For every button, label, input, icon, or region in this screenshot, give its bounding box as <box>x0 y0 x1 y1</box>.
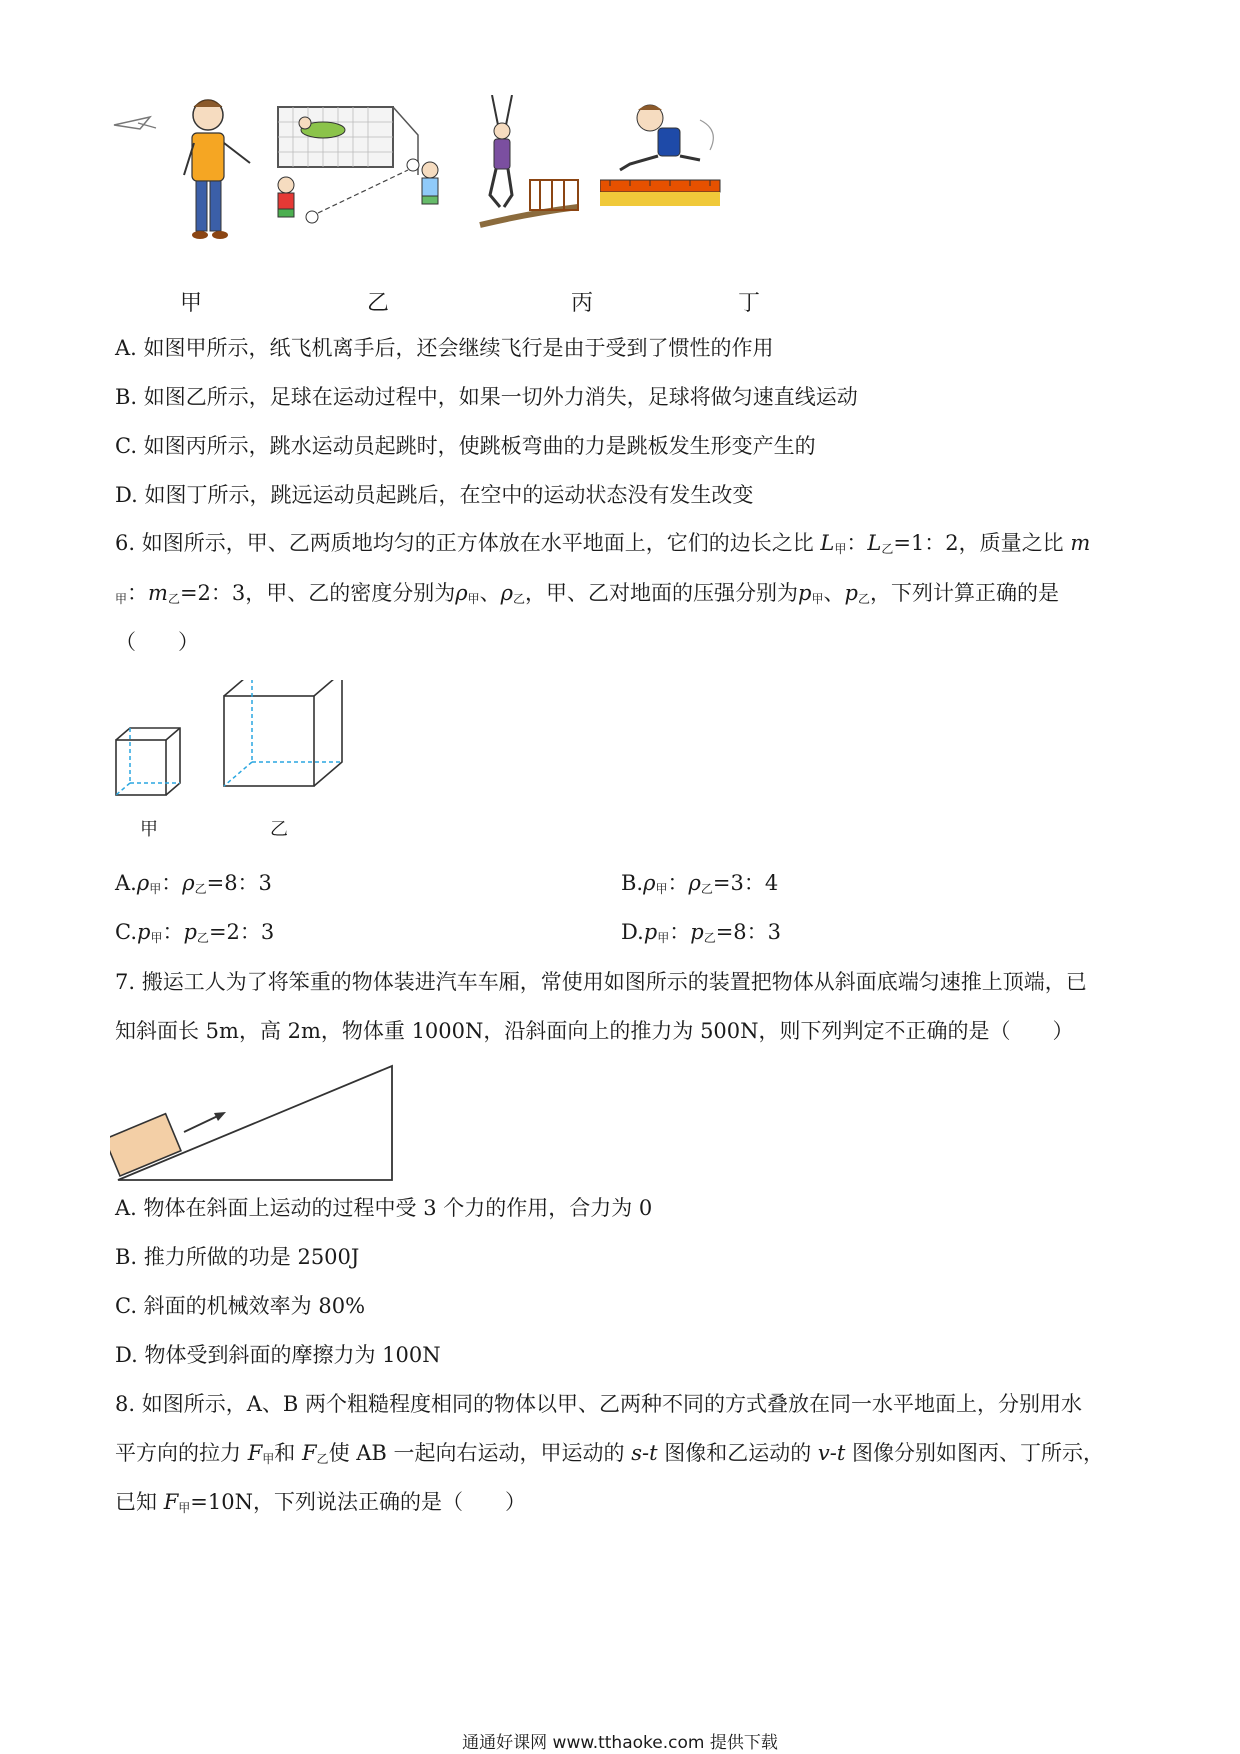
q5-option-a: A. 如图甲所示，纸飞机离手后，还会继续飞行是由于受到了惯性的作用 <box>115 336 774 360</box>
q7-option-c: C. 斜面的机械效率为 80% <box>115 1294 366 1318</box>
q6-option-c: $C.p_甲$：$p_乙=2$：3 <box>115 920 275 945</box>
q7-stem-line-1: 7. 搬运工人为了将笨重的物体装进汽车车厢，常使用如图所示的装置把物体从斜面底端匀速推上顶端，已 <box>115 970 1087 994</box>
q5-caption-yi: 乙 <box>367 291 390 316</box>
cube-jia <box>116 728 180 795</box>
incline-diagram <box>110 1058 400 1188</box>
q8-stem-line-3: 已知 $F_甲=10N$，下列说法正确的是（ ） <box>115 1490 526 1515</box>
q6-stem-line-2: $_甲$：$m_乙=2$：3，甲、乙的密度分别为$\rho_甲$、$\rho_乙$，甲、乙对地面的压强分别为$p_甲$、$p_乙$，下列计算正确的是 <box>115 581 1059 606</box>
q5-option-d: D. 如图丁所示，跳远运动员起跳后，在空中的运动状态没有发生改变 <box>115 483 754 507</box>
q6-option-d: $D.p_甲$：$p_乙=8$：3 <box>621 920 782 945</box>
q8-stem-line-2: 平方向的拉力 $F_甲$和 $F_乙$使 AB 一起向右运动，甲运动的 s-t 图像和乙运动的 v-t 图像分别如图丙、丁所示， <box>115 1441 1104 1466</box>
q6-caption-yi: 乙 <box>270 819 288 840</box>
long-jump-illustration <box>600 100 730 210</box>
soccer-goal-illustration <box>268 105 453 225</box>
q6-caption-jia: 甲 <box>140 819 158 840</box>
cube-jia-hidden-edges <box>116 728 180 795</box>
q7-option-d: D. 物体受到斜面的摩擦力为 100N <box>115 1343 441 1367</box>
q5-caption-jia: 甲 <box>180 291 203 316</box>
q7-option-a: A. 物体在斜面上运动的过程中受 3 个力的作用，合力为 0 <box>115 1196 653 1220</box>
q6-stem-line-3: （ ） <box>115 630 199 654</box>
q6-stem-line-1: 6. 如图所示，甲、乙两质地均匀的正方体放在水平地面上，它们的边长之比 $L_甲$：$L_乙=1$：2，质量之比 m <box>115 531 1091 556</box>
q6-option-a: $A.\rho_甲$：$\rho_乙=8$：3 <box>115 871 272 896</box>
cubes-diagram <box>110 680 350 805</box>
diving-board-illustration <box>470 95 590 265</box>
q5-option-c: C. 如图丙所示，跳水运动员起跳时，使跳板弯曲的力是跳板发生形变产生的 <box>115 434 816 458</box>
q5-illustrations <box>110 95 810 270</box>
q7-stem-line-2: 知斜面长 5m，高 2m，物体重 1000N，沿斜面向上的推力为 500N，则下列判定不正确的是（ ） <box>115 1019 1074 1043</box>
page-footer: 通通好课网 www.tthaoke.com 提供下载 <box>462 1733 778 1753</box>
q8-stem-line-1: 8. 如图所示，A、B 两个粗糙程度相同的物体以甲、乙两种不同的方式叠放在同一水平地面上，分别用水 <box>115 1392 1082 1416</box>
q6-option-b: $B.\rho_甲$：$\rho_乙=3$：4 <box>621 871 779 896</box>
q5-caption-ding: 丁 <box>738 291 761 316</box>
q7-option-b: B. 推力所做的功是 2500J <box>115 1245 360 1269</box>
q5-caption-bing: 丙 <box>571 291 594 316</box>
incline-block <box>110 1114 181 1176</box>
q5-option-b: B. 如图乙所示，足球在运动过程中，如果一切外力消失，足球将做匀速直线运动 <box>115 385 858 409</box>
paper-plane-boy-illustration <box>110 95 270 265</box>
cube-yi <box>224 680 342 786</box>
